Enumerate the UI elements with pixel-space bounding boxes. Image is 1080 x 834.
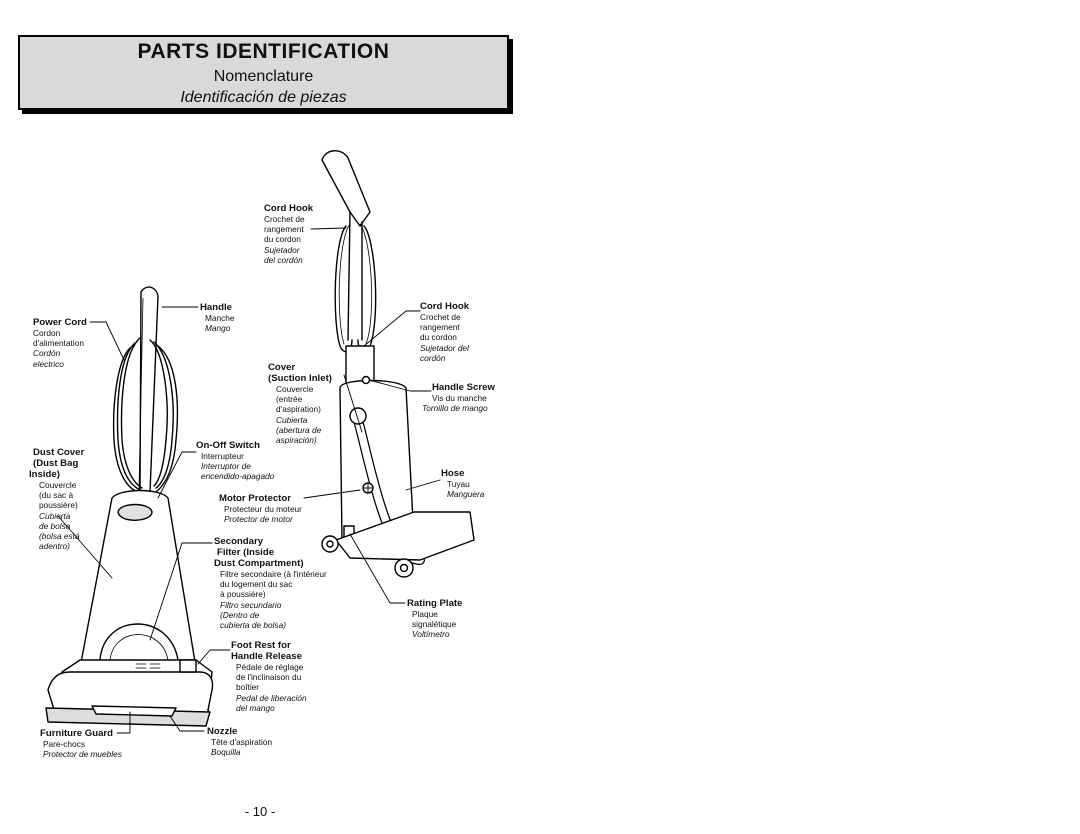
label-rating-plate: Rating Plate Plaque signalétique Voltímetro	[407, 598, 463, 640]
label-cord-hook-right: Cord Hook Crochet de rangement du cordon Sujetador del cordón	[420, 301, 470, 363]
page-subtitle-spanish: Identificación de piezas	[180, 89, 347, 106]
label-power-cord: Power Cord Cordon d'alimentation Cordón electrico	[33, 317, 87, 369]
label-foot-rest: Foot Rest for Handle Release Pédale de réglage de l'inclinaison du boîtier Pedal de liberación del mango	[231, 640, 307, 713]
label-cover-suction-inlet: Cover (Suction Inlet) Couvercle (entrée d'aspiration) Cubierta (abertura de aspiración)	[268, 362, 332, 446]
label-motor-protector: Motor Protector Protecteur du moteur Protector de motor	[219, 493, 302, 525]
label-secondary-filter: Secondary Filter (Inside Dust Compartment) Filtre secondaire (à l'intérieur du logement du sac à poussière) Filtro secundario (Dentro de cubierta de bolsa)	[214, 536, 327, 631]
leader-foot-rest	[198, 650, 230, 664]
page-subtitle-french: Nomenclature	[213, 68, 314, 85]
label-cord-hook-top: Cord Hook Crochet de rangement du cordon Sujetador del cordón	[264, 203, 314, 265]
label-dust-cover: Dust Cover (Dust Bag Inside) Couvercle (du sac à poussière) Cubierta de bolsa (bolsa está adentro)	[29, 447, 85, 552]
leader-power-cord	[90, 322, 124, 360]
page-title: PARTS IDENTIFICATION	[137, 40, 390, 63]
label-hose: Hose Tuyau Manguera	[441, 468, 485, 500]
label-handle: Handle Manche Mango	[200, 302, 235, 334]
label-furniture-guard: Furniture Guard Pare-chocs Protector de muebles	[40, 728, 122, 760]
label-nozzle: Nozzle Tête d'aspiration Boquilla	[207, 726, 273, 758]
leader-cord-hook-top	[311, 228, 346, 229]
rear-vacuum-drawing	[322, 151, 474, 577]
page-number: - 10 -	[244, 804, 276, 819]
label-handle-screw: Handle Screw Vis du manche Tornillo de mango	[422, 382, 495, 414]
label-on-off-switch: On-Off Switch Interrupteur Interruptor de encendido-apagado	[196, 440, 275, 482]
